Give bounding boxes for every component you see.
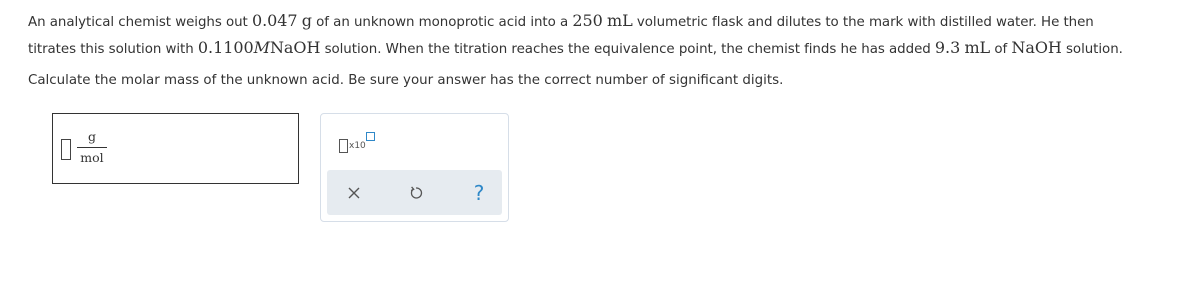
help-button[interactable] — [466, 180, 492, 206]
question-text: Calculate the molar mass of the unknown acid. Be sure your answer has the correct number of significant digits. — [28, 73, 784, 88]
fraction-bar — [77, 147, 107, 148]
undo-icon — [409, 186, 423, 200]
unit-numerator: g — [87, 129, 96, 144]
clear-button[interactable] — [341, 180, 367, 206]
answer-input[interactable] — [61, 139, 71, 160]
math-tool-panel — [320, 113, 509, 222]
clear-x-icon — [348, 187, 360, 199]
added-volume-value: 9.3 — [934, 38, 961, 57]
volume-value: 250 — [572, 11, 603, 30]
unit-fraction — [77, 130, 107, 165]
reagent-name-2: NaOH — [1011, 38, 1062, 57]
added-volume-unit: mL — [964, 38, 991, 57]
problem-line-2: titrates this solution with 0.1100MNaOH solution. When the titration reaches the equivalence point, the chemist finds he has added 9.3 mL of NaOH solution. — [28, 38, 1123, 57]
problem-text — [28, 8, 1193, 62]
volume-unit: mL — [606, 11, 633, 30]
undo-button[interactable] — [403, 180, 429, 206]
problem-line-1: An analytical chemist weighs out 0.047 g of an unknown monoprotic acid into a 250 mL volumetric flask and dilutes to the mark with distilled water. He then — [28, 11, 1094, 30]
x10-template-button[interactable] — [339, 129, 379, 155]
mass-value: 0.047 — [251, 11, 298, 30]
x10-label: x10 — [349, 141, 366, 151]
help-icon: ? — [473, 181, 485, 205]
concentration-value: 0.1100 — [197, 38, 254, 57]
exponent-box-icon — [366, 132, 375, 141]
answer-box — [52, 113, 299, 184]
reagent-name: NaOH — [269, 38, 321, 57]
mass-unit: g — [301, 11, 312, 30]
unit-denominator: mol — [80, 150, 104, 165]
x10-template-icon — [339, 139, 348, 153]
concentration-unit: M — [253, 38, 270, 57]
action-bar — [327, 170, 502, 215]
